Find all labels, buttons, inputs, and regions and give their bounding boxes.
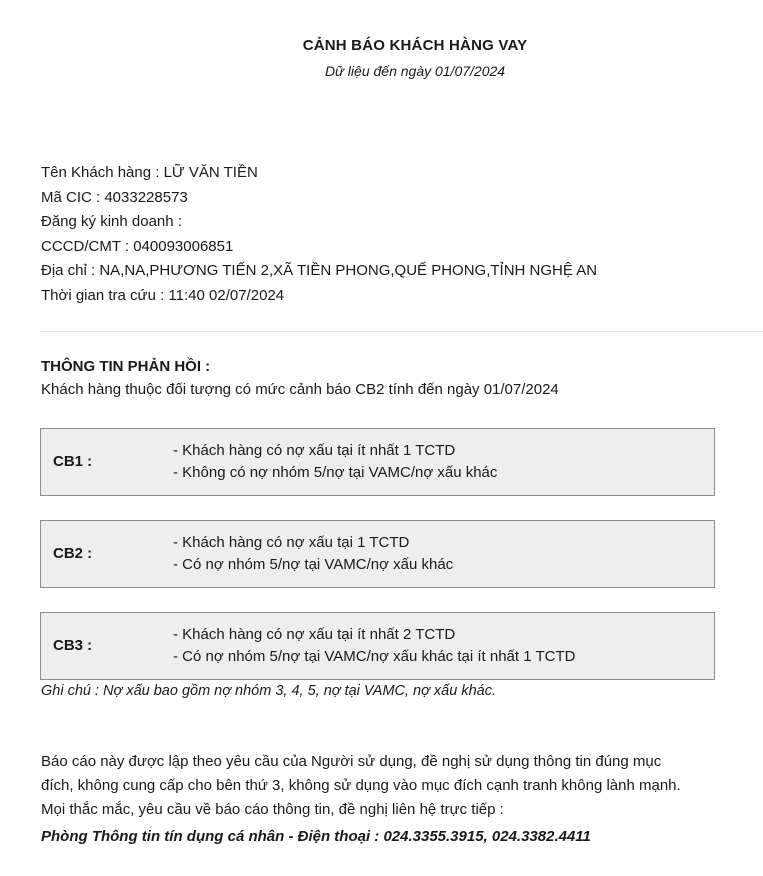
- lookup-time: Thời gian tra cứu : 11:40 02/07/2024: [41, 286, 285, 304]
- warning-level-label: CB1 :: [53, 453, 93, 470]
- customer-name: Tên Khách hàng : LỮ VĂN TIỀN: [41, 164, 258, 181]
- criteria-line: - Không có nợ nhóm 5/nợ tại VAMC/nợ xấu khác: [173, 464, 498, 481]
- customer-business-registration: Đăng ký kinh doanh :: [41, 213, 182, 231]
- bad-debt-note: Ghi chú : Nợ xấu bao gồm nợ nhóm 3, 4, 5, nợ tại VAMC, nợ xấu khác.: [41, 683, 496, 699]
- criteria-line: - Khách hàng có nợ xấu tại 1 TCTD: [173, 534, 410, 551]
- customer-cic: Mã CIC : 4033228573: [41, 188, 188, 206]
- report-date-subtitle: Dữ liệu đến ngày 01/07/2024: [324, 63, 506, 79]
- warning-level-label: CB3 :: [53, 637, 93, 654]
- warning-level-cb3: [40, 612, 715, 680]
- disclaimer-line: Mọi thắc mắc, yêu cầu về báo cáo thông tin, đề nghị liên hệ trực tiếp :: [41, 801, 504, 818]
- customer-info: [41, 161, 597, 309]
- disclaimer-line: Báo cáo này được lập theo yêu cầu của Người sử dụng, đề nghị sử dụng thông tin đúng mục: [41, 753, 662, 770]
- disclaimer-line: đích, không cung cấp cho bên thứ 3, không sử dụng vào mục đích cạnh tranh không lành mạnh.: [41, 777, 681, 794]
- warning-level-cb1: [40, 428, 715, 496]
- contact-department: Phòng Thông tin tín dụng cá nhân - Điện thoại : 024.3355.3915, 024.3382.4411: [41, 828, 591, 845]
- customer-address: Địa chỉ : NA,NA,PHƯƠNG TIẾN 2,XÃ TIỀN PHONG,QUẾ PHONG,TỈNH NGHỆ AN: [41, 262, 598, 280]
- customer-id-number: CCCD/CMT : 040093006851: [41, 237, 234, 255]
- report-disclaimer: [41, 750, 741, 822]
- report-title: CẢNH BÁO KHÁCH HÀNG VAY: [302, 37, 528, 54]
- criteria-line: - Khách hàng có nợ xấu tại ít nhất 1 TCTD: [173, 442, 456, 459]
- warning-level-criteria: [173, 532, 453, 576]
- section-divider: [40, 331, 763, 332]
- warning-level-label: CB2 :: [53, 545, 93, 562]
- warning-level-criteria: [173, 624, 575, 668]
- feedback-text: Khách hàng thuộc đối tượng có mức cảnh báo CB2 tính đến ngày 01/07/2024: [41, 381, 559, 398]
- warning-level-cb2: [40, 520, 715, 588]
- criteria-line: - Khách hàng có nợ xấu tại ít nhất 2 TCTD: [173, 626, 456, 643]
- criteria-line: - Có nợ nhóm 5/nợ tại VAMC/nợ xấu khác: [173, 556, 454, 573]
- warning-level-criteria: [173, 440, 497, 484]
- feedback-title: THÔNG TIN PHẢN HỒI :: [41, 358, 211, 375]
- criteria-line: - Có nợ nhóm 5/nợ tại VAMC/nợ xấu khác tại ít nhất 1 TCTD: [173, 648, 576, 665]
